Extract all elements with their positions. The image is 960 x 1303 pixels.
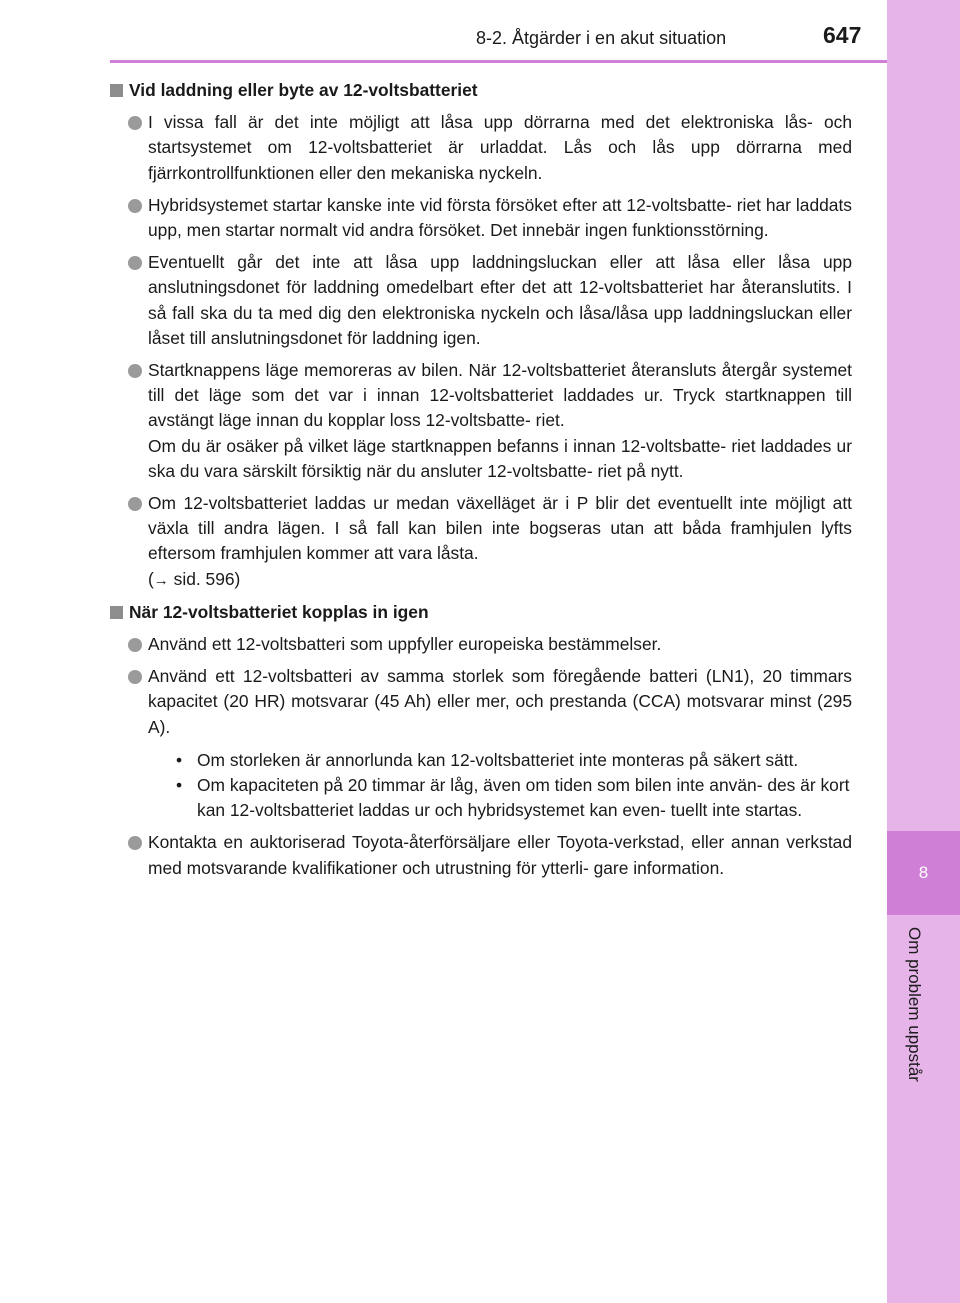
list-item (120, 664, 852, 823)
sub-bullet-marker: • (176, 775, 183, 796)
list-item (120, 491, 852, 593)
bullet-text: Använd ett 12-voltsbatteri som uppfyller europeiska bestämmelser. (148, 634, 662, 655)
sub-list (176, 748, 852, 824)
bullet-circle-icon (128, 836, 142, 850)
bullet-text: Hybridsystemet startar kanske inte vid första försöket efter att 12-voltsbatte- riet har laddats upp, men startar normalt vid andra försöket. Det innebär ingen funktionsstörning. (148, 194, 852, 241)
header-rule (110, 60, 887, 63)
list-item (120, 110, 852, 186)
bullet-text: Om 12-voltsbatteriet laddas ur medan växelläget är i P blir det eventuellt inte möjligt att växla till andra lägen. I så fall kan bilen inte bogseras utan att båda framhjulen lyfts eftersom framhjulen kommer att vara låsta. (→ sid. 596) (148, 493, 852, 589)
page-number: 647 (823, 22, 862, 48)
list-item (120, 632, 852, 657)
sub-list-item: • Om kapaciteten på 20 timmar är låg, även om tiden som bilen inte använ- des är kort kan 12-voltsbatteriet laddas ur och hybridsystemet kan even- tuellt inte startas. (176, 775, 850, 821)
bullet-text: Kontakta en auktoriserad Toyota-återförsäljare eller Toyota-verkstad, eller annan verkstad med motsvarande kvalifikationer och utrustning för ytterli- gare information. (148, 832, 852, 878)
bullet-circle-icon (128, 256, 142, 270)
chapter-number: 8 (918, 863, 929, 882)
bullet-circle-icon (128, 670, 142, 684)
arrow-right-icon: → (153, 571, 169, 589)
page-reference[interactable]: (→ sid. 596) (148, 568, 241, 589)
bullet-text-continued: Om du är osäker på vilket läge startknappen befanns i innan 12-voltsbatte- riet laddades ur ska du vara särskilt försiktig när du ansluter 12-voltsbatte- riet på nytt. (148, 435, 852, 481)
bullet-circle-icon (128, 199, 142, 213)
bullet-text: Använd ett 12-voltsbatteri av samma storlek som föregående batteri (LN1), 20 timmars kapacitet (20 HR) motsvarar (45 Ah) eller mer, och prestanda (CCA) motsvarar minst (295 A). (148, 666, 852, 737)
sub-list-item: • Om storleken är annorlunda kan 12-voltsbatteriet inte monteras på säkert sätt. (176, 748, 852, 773)
bullet-circle-icon (128, 364, 142, 378)
heading-square-icon (110, 606, 123, 619)
section-heading-reconnect (110, 600, 852, 625)
chapter-number-tab (887, 831, 960, 915)
list-item (120, 193, 852, 243)
bullet-text: Startknappens läge memoreras av bilen. När 12-voltsbatteriet återansluts återgår systemet till det läge som det var i innan 12-voltsbatteriet laddades ur. Tryck startknappen till avstängt läge innan du kopplar loss 12-voltsbatte- riet. (148, 360, 852, 431)
section-heading-text: Vid laddning eller byte av 12-voltsbatteriet (129, 80, 478, 100)
heading-square-icon (110, 84, 123, 97)
list-item (120, 358, 852, 484)
section-heading-text: När 12-voltsbatteriet kopplas in igen (129, 601, 429, 622)
chapter-label: Om problem uppstår (905, 927, 924, 1082)
bullet-text: I vissa fall är det inte möjligt att låsa upp dörrarna med det elektroniska lås- och startsystemet om 12-voltsbatteriet är urladdat. Lås och lås upp dörrarna med fjärrkontrollfunktionen eller den mekaniska nyckeln. (148, 112, 852, 183)
bullet-circle-icon (128, 638, 142, 652)
bullet-circle-icon (128, 497, 142, 511)
header-title: 8-2. Åtgärder i en akut situation (476, 28, 727, 48)
section-heading-charging (110, 78, 852, 103)
bullet-text: Eventuellt går det inte att låsa upp laddningsluckan eller att låsa eller låsa upp anslutningsdonet för laddning omedelbart efter det att 12-voltsbatteriet har återanslutits. I så fall ska du ta med dig den elektroniska nyckeln och låsa/låsa upp laddningsluckan eller låset till anslutningsdonet för laddning igen. (148, 252, 852, 348)
list-item (120, 250, 852, 351)
bullet-circle-icon (128, 116, 142, 130)
page-content (110, 78, 852, 888)
sub-bullet-marker: • (176, 749, 183, 770)
list-item (120, 830, 852, 880)
